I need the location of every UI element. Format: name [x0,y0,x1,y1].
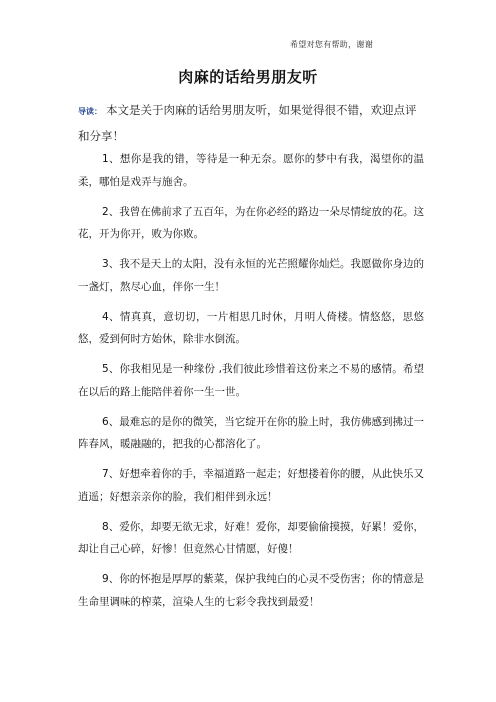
paragraph-item: 1、想你是我的错，等待是一种无奈。愿你的梦中有我，渴望你的温柔，哪怕是戏弄与施舍。 [78,153,424,188]
intro-lead-label: 导读： [78,107,102,116]
document-title: 肉麻的话给男朋友听 [178,68,318,86]
paragraph-item: 9、你的怀抱是厚厚的紫菜，保护我纯白的心灵不受伤害；你的情意是生命里调味的榨菜，渲染人生的七彩令我找到最爱！ [78,573,424,608]
paragraph-item: 6、最难忘的是你的微笑，当它绽开在你的脸上时，我仿佛感到拂过一阵春风，暖融融的，把我的心都溶化了。 [78,415,424,450]
paragraph-item: 3、我不是天上的太阳，没有永恒的光芒照耀你灿烂。我愿做你身边的一盏灯，熬尽心血，伴你一生！ [78,258,424,293]
paragraph-item: 7、好想牵着你的手，幸福道路一起走；好想搂着你的腰，从此快乐又逍遥；好想亲亲你的脸，我们相伴到永远！ [78,468,424,503]
paragraph-item: 8、爱你，却要无欲无求，好难！爱你，却要偷偷摸摸，好累！爱你，却让自己心碎，好惨！但竟然心甘情愿，好傻！ [78,520,424,555]
document-body [78,148,424,621]
intro-text: 本文是关于肉麻的话给男朋友听，如果觉得很不错，欢迎点评和分享！ [78,103,417,143]
header-note: 希望对您有帮助，谢谢 [290,40,373,49]
paragraph-item: 5、你我相见是一种缘份 ,我们彼此珍惜着这份来之不易的感情。希望在以后的路上能陪伴着你一生一世。 [78,363,424,398]
document-intro [78,98,424,149]
paragraph-item: 2、我曾在佛前求了五百年，为在你必经的路边一朵尽情绽放的花。这花，开为你开，败为你败。 [78,205,424,240]
paragraph-item: 4、情真真，意切切，一片相思几时休，月明人倚楼。情悠悠，思悠悠，爱到何时方始休，除非水倒流。 [78,310,424,345]
